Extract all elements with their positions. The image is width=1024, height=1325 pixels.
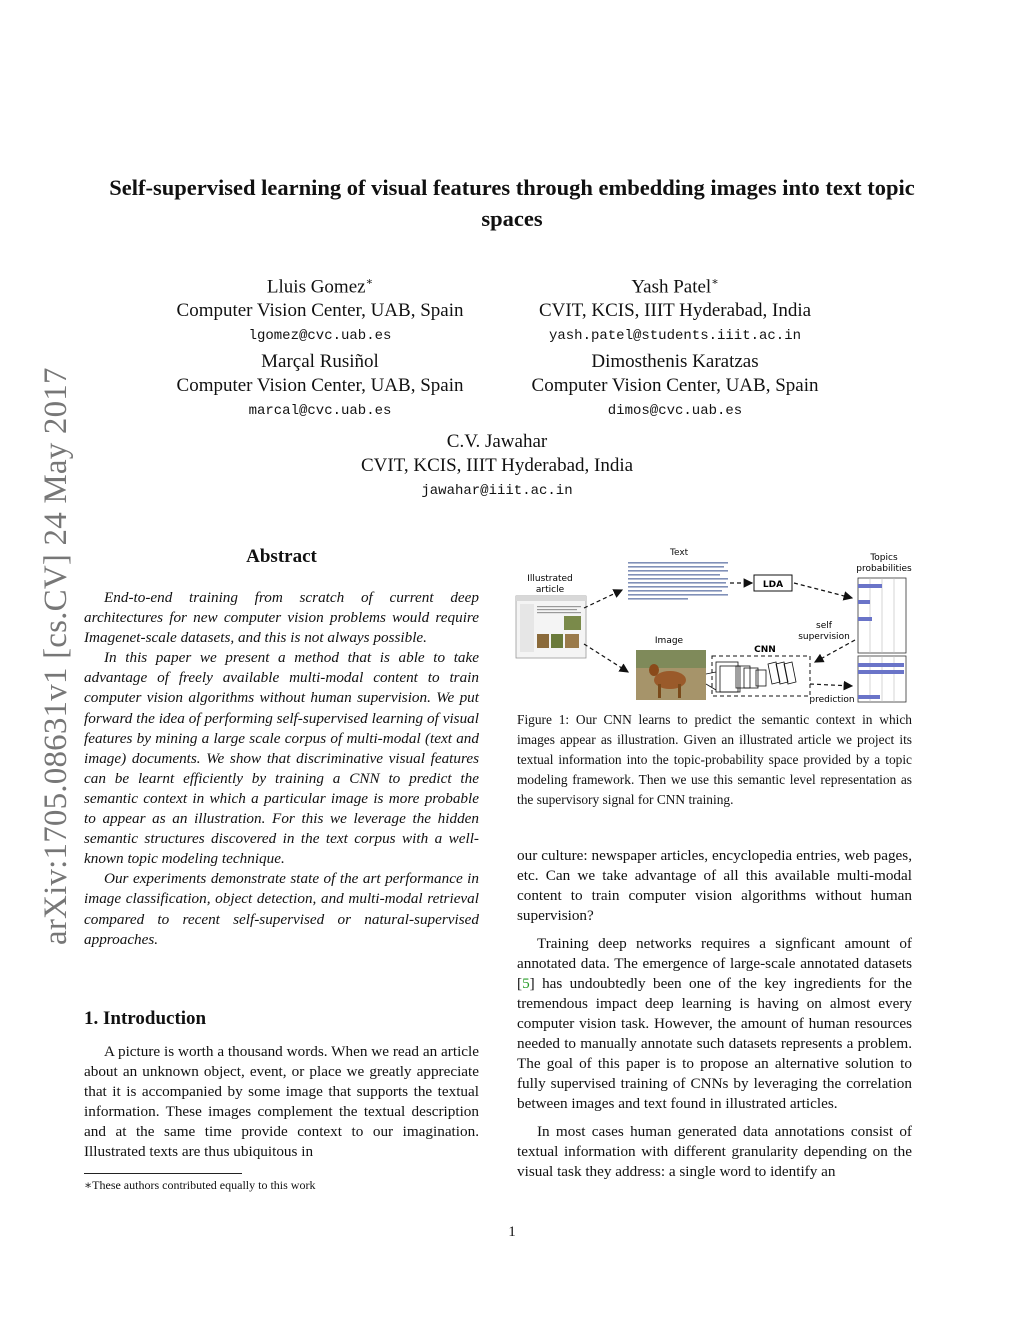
label-prediction: prediction [809, 695, 855, 705]
label-illustrated: Illustrated [527, 574, 573, 584]
figure-1-diagram [512, 544, 917, 706]
antelope-photo [636, 650, 706, 700]
cnn-layers [706, 662, 796, 692]
author-block-1 [160, 270, 480, 347]
body-paragraph: Training deep networks requires a signficant amount of annotated data. The emergence of large-scale annotated datasets [5] has undoubtedly been one of the key ingredients for the tremendous impact deep learning is having on almost every computer vision task. However, the amount of human resources needed to manually annotate such datasets represents a problem. The goal of this paper is to propose an alternative solution to fully supervised training of CNNs by leveraging the correlation between images and text found in illustrated articles. [517, 935, 912, 1112]
topic-chart-top [858, 578, 906, 653]
abstract-body [84, 588, 479, 950]
label-cnn: CNN [754, 645, 776, 655]
author-block-3 [160, 350, 480, 422]
label-topics: Topics [870, 553, 898, 563]
article-thumbnail [516, 596, 586, 658]
footnote: ∗These authors contributed equally to this work [84, 1178, 316, 1192]
page-number: 1 [508, 1224, 516, 1240]
label-lda: LDA [762, 580, 784, 590]
citation-link[interactable]: 5 [522, 975, 530, 992]
label-image: Image [654, 636, 684, 646]
text-snippet [628, 562, 728, 600]
author-affiliation: Computer Vision Center, UAB, Spain [176, 300, 464, 322]
topic-chart-bottom [858, 656, 906, 702]
author-block-2 [515, 270, 835, 347]
author-email: lgomez@cvc.uab.es [248, 328, 392, 345]
body-paragraph: A picture is worth a thousand words. When we read an article about an unknown object, event, or place we greatly appreciate that it is accompanied by some image that supports the textual information. These images complement the textual description and at the same time provide context to our imagination. Illustrated texts are thus ubiquitous in [84, 1043, 479, 1160]
section-heading-introduction: 1. Introduction [84, 1008, 207, 1029]
abstract-paragraph: End-to-end training from scratch of current deep architectures for new computer vision problems would require Imagenet-scale datasets, and this is not always possible. [84, 589, 479, 647]
author-name: C.V. Jawahar [446, 431, 548, 452]
abstract-paragraph: In this paper we present a method that is able to take advantage of freely available multi-modal content to train computer vision algorithms without human supervision. We put forward the idea of performing self-supervised learning of visual features by mining a large scale corpus of multi-modal (text and image) documents. We show that discriminative visual features can be learnt efficiently by training a CNN to predict the semantic context in which a particular image is more probable to appear as an illustration. For this we leverage the hidden semantic structures discovered in the text corpus with a well-known topic modeling technique. [84, 649, 479, 868]
author-name: Dimosthenis Karatzas [591, 351, 759, 372]
body-paragraph: In most cases human generated data annotations consist of textual information with different granularity depending on the visual task they address: a single word to identify an [517, 1123, 912, 1180]
author-affiliation: Computer Vision Center, UAB, Spain [531, 375, 819, 396]
author-email: dimos@cvc.uab.es [607, 403, 743, 419]
author-name: Marçal Rusiñol [261, 351, 379, 372]
label-text: Text [670, 548, 689, 558]
figure-1-caption: Figure 1: Our CNN learns to predict the semantic context in which images appear as illustration. Given an illustrated article we project its textual information into the topic-probability space provided by a topic modeling framework. Then we use this semantic level representation as the supervisory signal for CNN training. [517, 712, 912, 807]
author-name: Lluis Gomez∗ [266, 276, 374, 298]
label-article: article [535, 585, 565, 595]
intro-right-column [517, 846, 912, 1190]
label-self: self [816, 621, 832, 631]
author-email: marcal@cvc.uab.es [248, 403, 392, 419]
author-block-5 [337, 430, 657, 502]
abstract-heading: Abstract [246, 546, 317, 567]
footnote-rule [84, 1173, 242, 1174]
label-probabilities: probabilities [856, 564, 912, 574]
author-email: jawahar@iiit.ac.in [421, 483, 573, 499]
author-affiliation: CVIT, KCIS, IIIT Hyderabad, India [538, 300, 812, 322]
label-supervision: supervision [798, 632, 850, 642]
author-email: yash.patel@students.iiit.ac.in [548, 328, 802, 345]
author-name: Yash Patel∗ [631, 276, 719, 298]
abstract-paragraph: Our experiments demonstrate state of the art performance in image classification, object detection, and multi-modal retrieval compared to recent self-supervised or natural-supervised approaches. [84, 870, 479, 948]
author-affiliation: Computer Vision Center, UAB, Spain [176, 375, 464, 396]
author-affiliation: CVIT, KCIS, IIIT Hyderabad, India [360, 455, 634, 476]
body-paragraph: our culture: newspaper articles, encyclopedia entries, web pages, etc. Can we take advantage of all this available multi-modal content to train computer vision algorithms without human supervision? [517, 847, 912, 924]
arxiv-stamp: arXiv:1705.08631v1 [cs.CV] 24 May 2017 [38, 367, 74, 945]
intro-left-column [84, 1042, 479, 1170]
paper-title: Self-supervised learning of visual features through embedding images into text topic spaces [109, 175, 915, 231]
author-block-4 [515, 350, 835, 422]
